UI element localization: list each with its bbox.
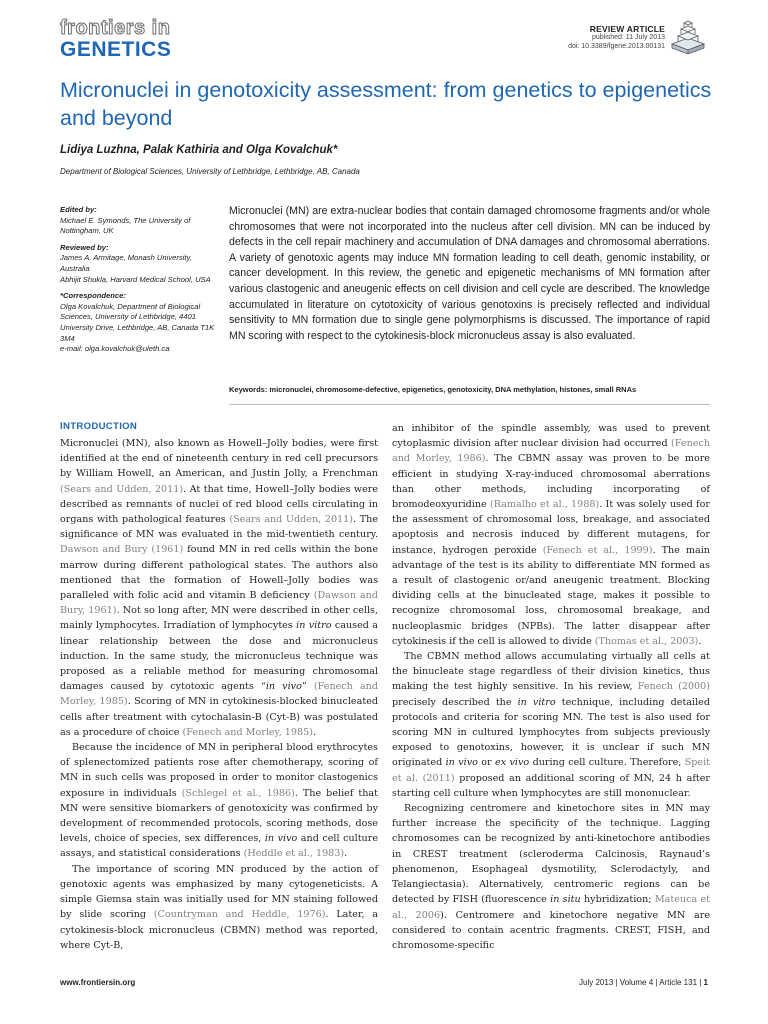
citation-link[interactable]: (Heddle et al., 1983) <box>243 848 345 860</box>
correspondence-label: *Correspondence: <box>60 291 126 301</box>
page-number: 1 <box>703 978 708 987</box>
correspondence-address: Olga Kovalchuk, Department of Biological Sciences, University of Lethbridge, 4401 University Drive, Lethbridge, AB, Canada T1K 3M4 <box>60 301 215 343</box>
edited-by-label: Edited by: <box>60 205 97 214</box>
citation-link[interactable]: (Fenech and Morley, 1985) <box>60 681 378 708</box>
paragraph: The importance of scoring MN produced by the action of genotoxic agents was emphasized by many cytogeneticists. A simple Giemsa stain was initially used for MN staining followed by slide scoring (Countryman and Heddle, 1976). Later, a cytokinesis-block micronucleus (CBMN) method was reported, where Cyt-B, <box>60 863 379 951</box>
citation-link[interactable]: (Dawson and Bury, 1961) <box>60 590 378 617</box>
issue-text: July 2013 | Volume 4 | Article 131 | <box>579 978 704 987</box>
reviewer-1: James A. Armitage, Monash University, Australia <box>60 253 192 273</box>
logo-frontiers-text: frontiers in <box>60 17 171 39</box>
citation-link[interactable]: (Ramalho et al., 1988) <box>490 499 600 511</box>
abstract: Micronuclei (MN) are extra-nuclear bodies that contain damaged chromosome fragments and/or whole chromosomes that were not incorporated into the nucleus after cell division. MN can be induced by defects in the cell repair machinery and accumulation of DNA damages and chromosomal aberrations. A variety of genotoxic agents may induce MN formation leading to cell death, genomic instability, or cancer development. In this review, the genetic and epigenetic mechanisms of MN formation after various clastogenic and aneugenic effects on cell division and cell cycle are described. The knowledge accumulated in literature on cytotoxicity of various genotoxins is precisely reflected and individual sensitivity to MN formation due to single gene polymorphisms is discussed. The importance of rapid MN scoring with respect to the cytokinesis-block micronucleus assay is also evaluated. <box>229 205 710 342</box>
article-type: REVIEW ARTICLE <box>589 24 665 34</box>
citation-link[interactable]: Mateuca et al., 2006 <box>392 894 710 921</box>
author-list: Lidiya Luzhna, Palak Kathiria and Olga Kovalchuk* <box>60 144 338 156</box>
paragraph: Because the incidence of MN in peripheral blood erythrocytes of splenectomized patients rose after chemotherapy, scoring of MN in such cells was proposed in order to monitor clastogenics exposure in individuals (Schlegel et al., 1986). The belief that MN were sensitive biomarkers of genotoxicity was confirmed by development of recommended protocols, scoring methods, dose levels, choice of species, sex differences, in vivo and cell culture assays, and statistical considerations (Heddle et al., 1983). <box>60 742 378 860</box>
affiliation: Department of Biological Sciences, University of Lethbridge, Lethbridge, AB, Canada <box>60 167 360 176</box>
journal-logo <box>60 18 171 60</box>
citation-link[interactable]: (Countryman and Heddle, 1976) <box>153 909 326 921</box>
body-column-left <box>60 421 378 953</box>
correspondence-block <box>60 291 222 355</box>
editor-name: Michael E. Symonds, The University of Nottingham, UK <box>60 215 191 236</box>
citation-link[interactable]: (Fenech and Morley, 1986) <box>392 438 710 465</box>
reviewed-by-label: Reviewed by: <box>60 242 109 252</box>
citation-link[interactable]: (Sears and Udden, 2011) <box>60 483 184 495</box>
citation-link[interactable]: (Schlegel et al., 1986) <box>181 787 295 799</box>
citation-link[interactable]: (Sears and Udden, 2011) <box>229 514 354 526</box>
citation-link[interactable]: Dawson and Bury (1961) <box>60 544 184 556</box>
published-date: published: 11 July 2013 <box>591 34 665 42</box>
body-column-right <box>392 421 710 953</box>
correspondence-email[interactable]: e-mail: olga.kovalchuk@uleth.ca <box>60 344 170 354</box>
editorial-info <box>60 205 222 361</box>
paragraph: The CBMN method allows accumulating virtually all cells at the binucleate stage regardless of their division kinetics, thus making the test highly sensitive. In his review, Fenech (2000) precisely described the in vitro technique, including detailed protocols and criteria for scoring MN. The test is also used for scoring MN in cultured lymphocytes from subjects previously exposed to genotoxins, however, it is unclear if such MN originated in vivo or ex vivo during cell culture. Therefore, Speit et al. (2011) proposed an additional scoring of MN, 24 h after starting cell culture when lymphocytes are still mononuclear. <box>392 651 711 799</box>
introduction-heading: INTRODUCTION <box>60 421 138 432</box>
article-title: Micronuclei in genotoxicity assessment: from genetics to epigenetics and beyond <box>60 78 712 130</box>
journal-cube-icon <box>668 18 708 54</box>
paragraph: Recognizing centromere and kinetochore sites in MN may further increase the specificity of the technique. Lagging chromosomes can be recognized by anti-kinetochore antibodies in CREST treatment (scleroderma Calcinosis, Raynaud’s phenomenon, Esophageal dysmotility, Sclerodactyly, and Telangiectasia). Alternatively, centromeric regions can be detected by FISH (fluorescence in situ hybridization; Mateuca et al., 2006). Centromere and kinetochore negative MN are considered to contain acentric fragments. CREST, FISH, and chromosome-specific <box>392 803 710 951</box>
issue-info <box>579 978 708 987</box>
section-divider <box>229 404 710 405</box>
reviewed-by-block <box>60 243 222 285</box>
keywords: Keywords: micronuclei, chromosome-defective, epigenetics, genotoxicity, DNA methylation, histones, small RNAs <box>229 385 637 394</box>
doi: doi: 10.3389/fgene.2013.00131 <box>568 42 665 50</box>
citation-link[interactable]: Speit et al. (2011) <box>392 757 711 784</box>
logo-genetics-text: GENETICS <box>60 38 172 61</box>
reviewer-2: Abhijit Shukla, Harvard Medical School, USA <box>60 274 211 284</box>
paragraph: an inhibitor of the spindle assembly, was used to prevent cytoplasmic division after nuclear division had occurred (Fenech and Morley, 1986). The CBMN assay was proven to be more efficient in studying X-ray-induced chromosomal aberrations than other methods, including incorporating of bromodeoxyuridine (Ramalho et al., 1988). It was solely used for the assessment of chromosomal loss, breakage, and associated apoptosis and necrosis induced by different mutagens, for instance, hydrogen peroxide (Fenech et al., 1999). The main advantage of the test is its ability to differentiate MN formed as a result of clastogenic or/and aneugenic treatment. Blocking dividing cells at the binucleated stage, makes it possible to recognize chromosomal loss, chromosomal breakage, and nucleoplasmic bridges (NPBs). The latter disappear after cytokinesis if the cell is allowed to divide (Thomas et al., 2003). <box>392 423 710 647</box>
citation-link[interactable]: (Fenech and Morley, 1985) <box>182 726 313 738</box>
citation-link[interactable]: Fenech (2000) <box>637 681 711 693</box>
citation-link[interactable]: (Thomas et al., 2003) <box>594 635 699 647</box>
paragraph: Micronuclei (MN), also known as Howell–Jolly bodies, were first identified at the end of nineteenth century in red cell precursors by William Howell, an American, and Justin Jolly, a Frenchman (Sears and Udden, 2011). At that time, Howell–Jolly bodies were described as remnants of nuclei of red blood cells circulating in organs with pathological features (Sears and Udden, 2011). The significance of MN was evaluated in the mid-twentieth century. Dawson and Bury (1961) found MN in red cells within the bone marrow during different pathological states. The authors also mentioned that the formation of Howell–Jolly bodies was paralleled with folic acid and vitamin B deficiency (Dawson and Bury, 1961). Not so long after, MN were described in other cells, mainly lymphocytes. Irradiation of lymphocytes in vitro caused a linear relationship between the dose and micronucleus induction. In the same study, the micronucleus technique was proposed as a reliable method for measuring chromosomal damages caused by cytotoxic agents “in vivo” (Fenech and Morley, 1985). Scoring of MN in cytokinesis-blocked binucleated cells after treatment with cytochalasin-B (Cyt-B) was postulated as a procedure of choice (Fenech and Morley, 1985). <box>60 438 379 738</box>
article-meta <box>568 24 665 51</box>
journal-url[interactable]: www.frontiersin.org <box>60 978 136 987</box>
citation-link[interactable]: (Fenech et al., 1999) <box>542 544 653 556</box>
edited-by-block <box>60 205 222 237</box>
